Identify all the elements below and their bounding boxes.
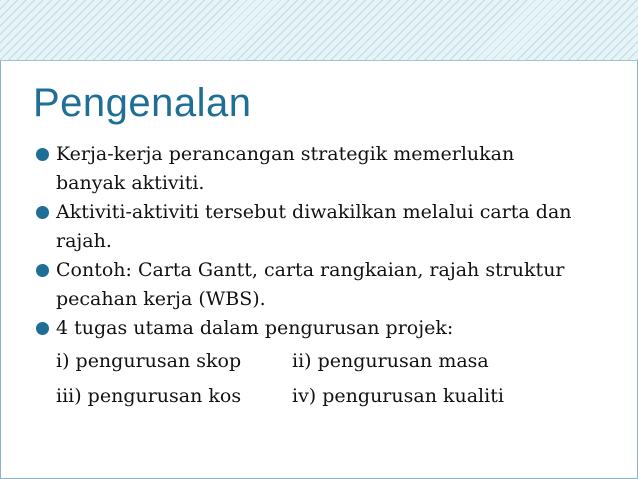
task-item: i) pengurusan skop <box>56 350 242 372</box>
header-banner <box>0 0 638 60</box>
bullet-item <box>36 140 626 198</box>
bullet-dot-icon <box>36 322 49 335</box>
bullet-text-line: banyak aktiviti. <box>56 172 205 194</box>
slide-title: Pengenalan <box>33 81 252 125</box>
bullet-dot-icon <box>36 206 49 219</box>
bullet-item <box>36 314 626 343</box>
bullet-text-line: Kerja-kerja perancangan strategik memerlukan <box>56 143 515 165</box>
bullet-dot-icon <box>36 264 49 277</box>
task-row <box>36 380 626 413</box>
bullet-text-line: Contoh: Carta Gantt, carta rangkaian, rajah struktur <box>56 259 565 281</box>
slide-content <box>36 140 626 413</box>
task-item: iii) pengurusan kos <box>56 385 242 407</box>
bullet-text-line: rajah. <box>56 230 112 252</box>
task-row <box>36 345 626 378</box>
header-divider <box>0 60 638 61</box>
bullet-item <box>36 256 626 314</box>
bullet-dot-icon <box>36 148 49 161</box>
bullet-text-line: Aktiviti-aktiviti tersebut diwakilkan melalui carta dan <box>56 201 572 223</box>
bullet-item <box>36 198 626 256</box>
bullet-text-line: 4 tugas utama dalam pengurusan projek: <box>56 317 454 339</box>
task-item: iv) pengurusan kualiti <box>292 385 504 407</box>
bullet-text-line: pecahan kerja (WBS). <box>56 288 266 310</box>
task-item: ii) pengurusan masa <box>292 350 489 372</box>
